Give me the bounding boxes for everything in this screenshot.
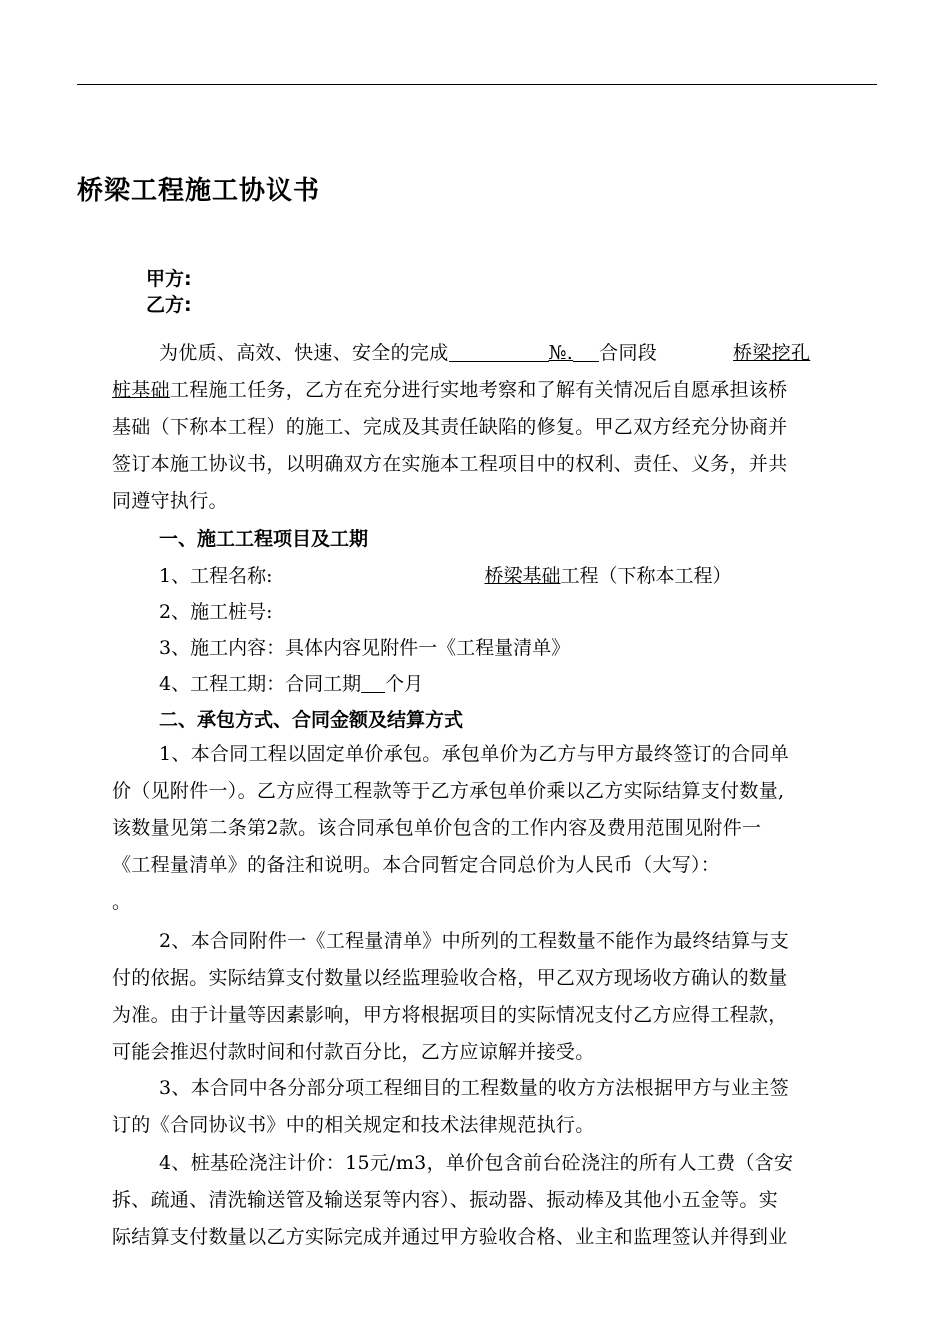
intro-line-3: 基础（下称本工程）的施工、完成及其责任缺陷的修复。甲乙双方经充分协商并 — [112, 416, 788, 438]
section-2-heading: 二、承包方式、合同金额及结算方式 — [159, 709, 464, 731]
item-text: 个月 — [385, 673, 424, 695]
p2-line-4: 可能会推迟付款时间和付款百分比，乙方应谅解并接受。 — [112, 1041, 595, 1063]
section-1-item-1 — [159, 561, 732, 588]
project-name-underlined: 桥梁基础 — [484, 565, 561, 587]
item-text: 工程（下称本工程） — [560, 565, 732, 587]
blank-line — [449, 341, 549, 362]
contract-no-label: №. — [548, 342, 574, 364]
p3-line-2: 订的《合同协议书》中的相关规定和技术法律规范执行。 — [112, 1114, 595, 1136]
item-text: 4、工程工期：合同工期 — [159, 673, 362, 695]
blank-line — [573, 341, 599, 362]
intro-text: 为优质、高效、快速、安全的完成 — [159, 342, 449, 364]
p4-line-3: 际结算支付数量以乙方实际完成并通过甲方验收合格、业主和监理签认并得到业 — [112, 1226, 788, 1248]
intro-line-1 — [159, 340, 949, 366]
intro-text: 合同段 — [599, 342, 658, 364]
item-label: 1、工程名称: — [159, 565, 273, 587]
p1-line-4: 《工程量清单》的备注和说明。本合同暂定合同总价为人民币（大写）： — [112, 854, 721, 876]
blank-line — [361, 672, 385, 693]
intro-text: 工程施工任务，乙方在充分进行实地考察和了解有关情况后自愿承担该桥 — [169, 379, 788, 401]
party-a-label: 甲方: — [146, 268, 192, 290]
p1-line-3: 该数量见第二条第2款。该合同承包单价包含的工作内容及费用范围见附件一 — [112, 817, 762, 839]
p1-line-2: 价（见附件一）。乙方应得工程款等于乙方承包单价乘以乙方实际结算支付数量, — [112, 780, 785, 802]
p2-line-3: 为准。由于计量等因素影响，甲方将根据项目的实际情况支付乙方应得工程款， — [112, 1004, 788, 1026]
p3-line-1: 3、本合同中各分部分项工程细目的工程数量的收方方法根据甲方与业主签 — [159, 1077, 789, 1099]
p1-line-5: 。 — [112, 891, 132, 913]
intro-line-4: 签订本施工协议书，以明确双方在实施本工程项目中的权利、责任、义务，并共 — [112, 453, 788, 475]
section-1-item-2: 2、施工桩号: — [159, 601, 273, 623]
header-rule — [77, 84, 877, 85]
section-1-heading: 一、施工工程项目及工期 — [159, 528, 369, 550]
party-b-label: 乙方: — [146, 294, 192, 316]
intro-line-2 — [112, 377, 902, 403]
section-1-item-3: 3、施工内容：具体内容见附件一《工程量清单》 — [159, 637, 571, 659]
p2-line-2: 付的依据。实际结算支付数量以经监理验收合格，甲乙双方现场收方确认的数量 — [112, 967, 788, 989]
p4-line-2: 拆、疏通、清洗输送管及输送泵等内容）、振动器、振动棒及其他小五金等。实 — [112, 1189, 779, 1211]
p4-line-1: 4、桩基砼浇注计价：15元/m3，单价包含前台砼浇注的所有人工费（含安 — [159, 1152, 794, 1174]
section-1-item-4 — [159, 669, 423, 696]
intro-line-5: 同遵守执行。 — [112, 490, 228, 512]
project-name-underlined: 桥梁挖孔 — [733, 342, 811, 364]
document-title: 桥梁工程施工协议书 — [77, 176, 321, 206]
project-name-underlined: 桩基础 — [112, 379, 170, 401]
p2-line-1: 2、本合同附件一《工程量清单》中所列的工程数量不能作为最终结算与支 — [159, 930, 789, 952]
p1-line-1: 1、本合同工程以固定单价承包。承包单价为乙方与甲方最终签订的合同单 — [159, 743, 789, 765]
